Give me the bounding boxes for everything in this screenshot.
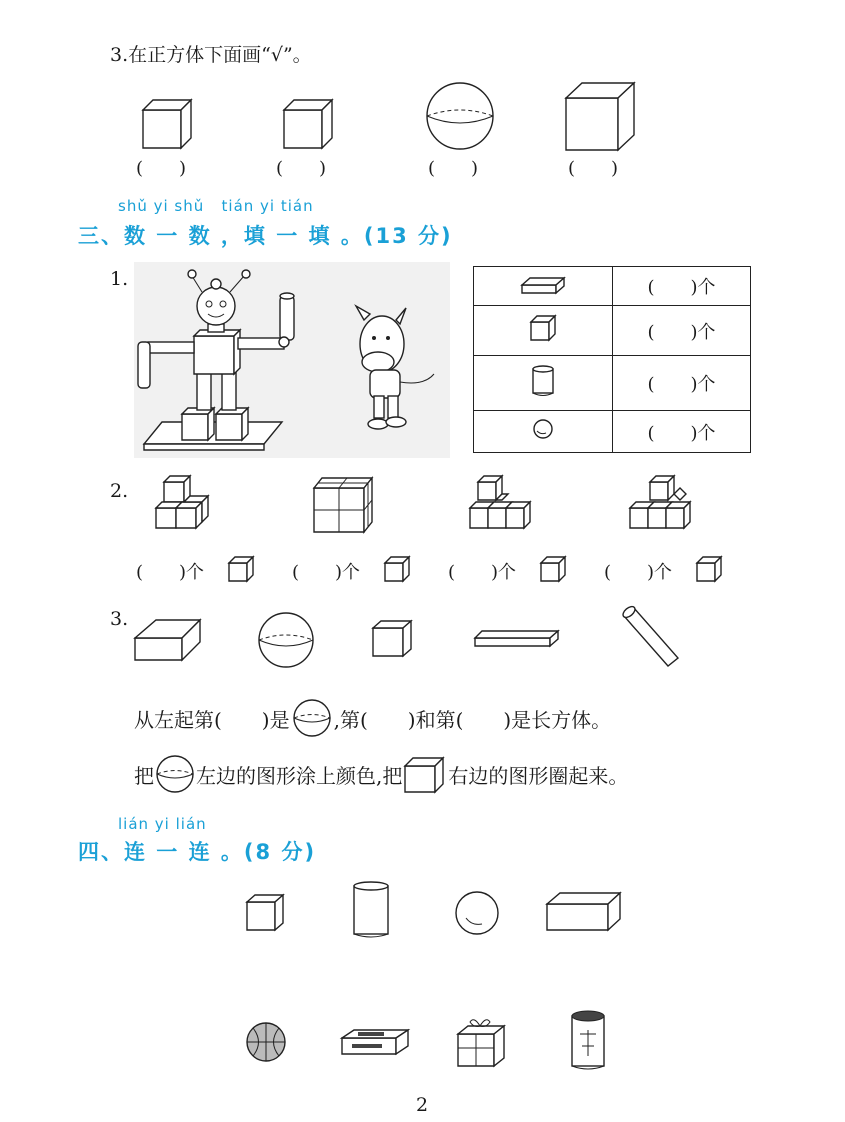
cube-shape[interactable] bbox=[244, 892, 290, 934]
tea-can-icon[interactable] bbox=[566, 1006, 610, 1072]
question-number: 2. bbox=[110, 480, 129, 502]
count-answer[interactable]: ( )个 bbox=[448, 562, 517, 583]
flat-cuboid-shape bbox=[472, 628, 562, 650]
cube-shape-2 bbox=[276, 96, 336, 154]
sphere-shape[interactable] bbox=[452, 888, 502, 938]
small-cube-icon bbox=[382, 554, 412, 584]
line-2-part-2: 左边的图形涂上颜色,把 bbox=[196, 763, 403, 788]
inline-sphere-icon bbox=[290, 698, 334, 738]
cuboid-icon bbox=[474, 267, 613, 306]
page-number: 2 bbox=[416, 1094, 429, 1116]
table-row bbox=[474, 267, 751, 306]
cube-icon bbox=[474, 306, 613, 356]
cuboid-shape[interactable] bbox=[544, 890, 624, 934]
pencil-box-icon[interactable] bbox=[338, 1026, 412, 1058]
question-3-line-2 bbox=[134, 754, 628, 794]
cube-shape bbox=[370, 618, 416, 660]
question-3-line-1 bbox=[134, 698, 611, 738]
count-answer[interactable]: ( )个 bbox=[613, 411, 751, 453]
basketball-icon[interactable] bbox=[244, 1020, 288, 1064]
line-1-part-2: ,第( )和第( )是长方体。 bbox=[333, 707, 612, 732]
section-4-title: 四、连 一 连 。(8 分) bbox=[78, 840, 317, 864]
answer-blank[interactable]: ( ) bbox=[276, 158, 327, 179]
inline-sphere-icon bbox=[154, 754, 196, 794]
line-2-part-3: 右边的图形圈起来。 bbox=[448, 763, 629, 788]
question-2-3-text: 3.在正方体下面画“√”。 bbox=[110, 44, 312, 66]
cylinder-shape[interactable] bbox=[350, 880, 392, 940]
stacked-cubes-2 bbox=[308, 474, 378, 536]
stacked-cubes-1 bbox=[150, 474, 220, 536]
table-row bbox=[474, 411, 751, 453]
line-1-part-1: 从左起第( )是 bbox=[134, 707, 290, 732]
answer-blank[interactable]: ( ) bbox=[136, 158, 187, 179]
small-cube-icon bbox=[694, 554, 724, 584]
small-cube-icon bbox=[226, 554, 256, 584]
gift-box-icon[interactable] bbox=[452, 1014, 508, 1070]
large-cube-shape bbox=[560, 80, 640, 154]
count-answer[interactable]: ( )个 bbox=[613, 267, 751, 306]
stacked-cubes-3 bbox=[466, 474, 546, 536]
stacked-cubes-4 bbox=[624, 474, 704, 536]
count-answer[interactable]: ( )个 bbox=[136, 562, 205, 583]
sphere-shape bbox=[424, 80, 496, 152]
count-table bbox=[473, 266, 751, 453]
section-3-title: 三、数 一 数 ，填 一 填 。(13 分) bbox=[78, 224, 453, 248]
cuboid-shape bbox=[132, 616, 204, 664]
cube-shape-1 bbox=[135, 96, 195, 154]
cylinder-icon bbox=[474, 356, 613, 411]
cylinder-shape bbox=[618, 602, 684, 672]
count-answer[interactable]: ( )个 bbox=[613, 306, 751, 356]
inline-cube-icon bbox=[402, 754, 448, 794]
robot-illustration bbox=[134, 262, 450, 458]
sphere-shape bbox=[256, 610, 318, 670]
line-2-part-1: 把 bbox=[134, 763, 154, 788]
table-row bbox=[474, 306, 751, 356]
count-answer[interactable]: ( )个 bbox=[613, 356, 751, 411]
count-answer[interactable]: ( )个 bbox=[604, 562, 673, 583]
section-3-pinyin: shǔ yi shǔ tián yi tián bbox=[118, 197, 314, 215]
question-number: 1. bbox=[110, 268, 129, 290]
table-row bbox=[474, 356, 751, 411]
question-number: 3. bbox=[110, 608, 129, 630]
sphere-icon bbox=[474, 411, 613, 453]
answer-blank[interactable]: ( ) bbox=[428, 158, 479, 179]
answer-blank[interactable]: ( ) bbox=[568, 158, 619, 179]
section-4-pinyin: lián yi lián bbox=[118, 815, 207, 833]
small-cube-icon bbox=[538, 554, 568, 584]
count-answer[interactable]: ( )个 bbox=[292, 562, 361, 583]
